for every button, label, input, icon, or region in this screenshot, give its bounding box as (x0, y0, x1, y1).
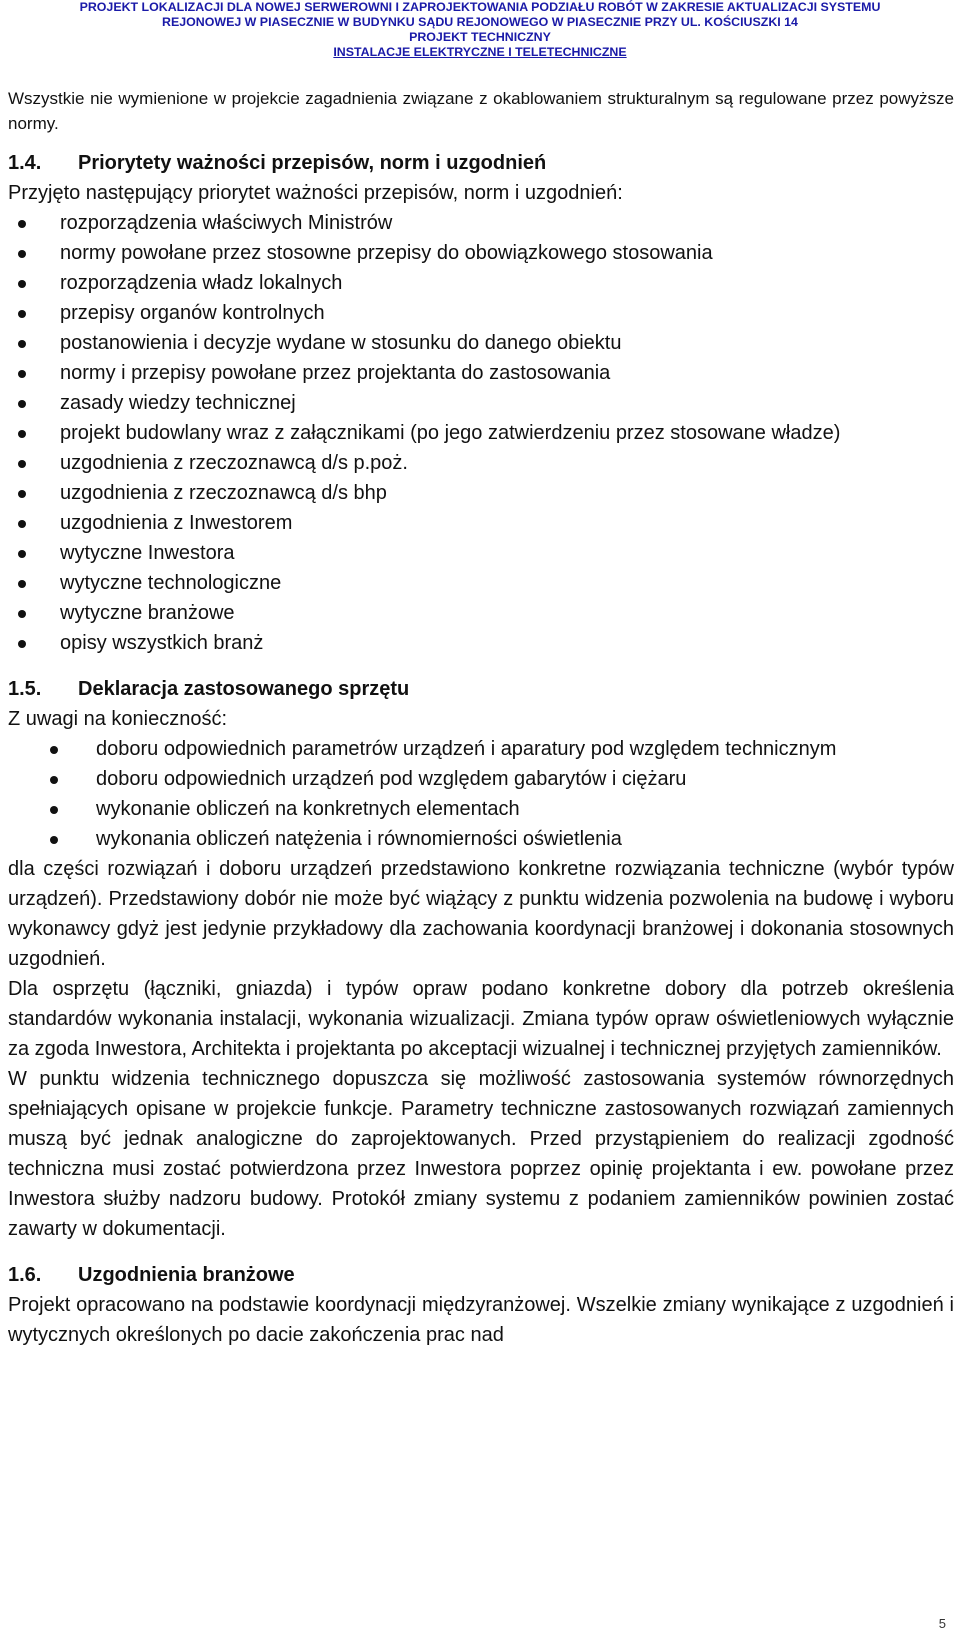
bullet-icon (50, 776, 58, 784)
bullet-icon (50, 806, 58, 814)
list-item: uzgodnienia z rzeczoznawcą d/s bhp (8, 478, 954, 508)
bullet-icon (18, 280, 26, 288)
page-content (8, 86, 954, 1350)
list-item: przepisy organów kontrolnych (8, 298, 954, 328)
section-title: Priorytety ważności przepisów, norm i uzgodnień (78, 152, 547, 174)
list-item: wytyczne Inwestora (8, 538, 954, 568)
section-number: 1.5. (8, 678, 42, 700)
section-1-5 (8, 674, 954, 1244)
list-item: postanowienia i decyzje wydane w stosunku do danego obiektu (8, 328, 954, 358)
section-title: Uzgodnienia branżowe (78, 1264, 295, 1286)
list-item: projekt budowlany wraz z załącznikami (po jego zatwierdzeniu przez stosowane władze) (8, 418, 954, 448)
list-item: uzgodnienia z Inwestorem (8, 508, 954, 538)
list-item: rozporządzenia właściwych Ministrów (8, 208, 954, 238)
header-project-line-1: PROJEKT LOKALIZACJI DLA NOWEJ SERWEROWNI I ZAPROJEKTOWANIA PODZIAŁU ROBÓT W ZAKRESIE AKTUALIZACJI SYSTEMU (79, 0, 881, 14)
section-lead: Z uwagi na konieczność: (8, 708, 228, 730)
list-item: opisy wszystkich branż (8, 628, 954, 658)
list-item: wytyczne branżowe (8, 598, 954, 628)
bullet-icon (50, 836, 58, 844)
section-1-6 (8, 1260, 954, 1350)
bullet-icon (18, 370, 26, 378)
bullet-icon (18, 340, 26, 348)
bullet-icon (18, 400, 26, 408)
section-1-4 (8, 148, 954, 658)
bullet-icon (18, 250, 26, 258)
section-number: 1.4. (8, 152, 42, 174)
spacer (8, 1244, 954, 1260)
bullet-icon (18, 430, 26, 438)
bullet-icon (18, 220, 26, 228)
bullet-icon (18, 610, 26, 618)
list-item: wykonanie obliczeń na konkretnych elementach (8, 794, 954, 824)
list-item: zasady wiedzy technicznej (8, 388, 954, 418)
bullet-icon (18, 550, 26, 558)
bullet-icon (18, 580, 26, 588)
page-number: 5 (938, 1616, 946, 1631)
list-item: wykonania obliczeń natężenia i równomierności oświetlenia (8, 824, 954, 854)
intro-paragraph: Wszystkie nie wymienione w projekcie zagadnienia związane z okablowaniem strukturalnym są regulowane przez powyższe normy. (8, 89, 954, 133)
priority-list (8, 208, 954, 658)
document-header (0, 0, 960, 60)
header-project-type: PROJEKT TECHNICZNY (409, 30, 551, 44)
paragraph: W punktu widzenia technicznego dopuszcza się możliwość zastosowania systemów równorzędnych spełniających opisane w projekcie funkcje. Parametry techniczne zastosowanych rozwiązań zamiennych muszą być jednak analogiczne do zaprojektowanych. Przed przystąpieniem do realizacji zgodność techniczna musi zostać potwierdzona przez Inwestora poprzez opinię projektanta i ew. powołane przez Inwestora służby nadzoru budowy. Protokół zmiany systemu z podaniem zamienników powinien zostać zawarty w dokumentacji. (8, 1068, 954, 1240)
header-discipline: INSTALACJE ELEKTRYCZNE I TELETECHNICZNE (333, 45, 627, 59)
spacer (8, 658, 954, 674)
list-item: normy powołane przez stosowne przepisy do obowiązkowego stosowania (8, 238, 954, 268)
list-item: uzgodnienia z rzeczoznawcą d/s p.poż. (8, 448, 954, 478)
list-item: rozporządzenia władz lokalnych (8, 268, 954, 298)
section-title: Deklaracja zastosowanego sprzętu (78, 678, 410, 700)
header-project-line-2: REJONOWEJ W PIASECZNIE W BUDYNKU SĄDU REJONOWEGO W PIASECZNIE PRZY UL. KOŚCIUSZKI 14 (162, 15, 798, 29)
bullet-icon (50, 746, 58, 754)
list-item: doboru odpowiednich parametrów urządzeń i aparatury pod względem technicznym (8, 734, 954, 764)
bullet-icon (18, 310, 26, 318)
necessity-list (8, 734, 954, 854)
section-number: 1.6. (8, 1264, 42, 1286)
bullet-icon (18, 460, 26, 468)
section-lead: Przyjęto następujący priorytet ważności przepisów, norm i uzgodnień: (8, 182, 623, 204)
bullet-icon (18, 640, 26, 648)
paragraph: Projekt opracowano na podstawie koordynacji międzyranżowej. Wszelkie zmiany wynikające z uzgodnień i wytycznych określonych po dacie zakończenia prac nad (8, 1294, 954, 1346)
list-item: wytyczne technologiczne (8, 568, 954, 598)
section-heading (8, 674, 954, 704)
bullet-icon (18, 520, 26, 528)
section-heading (8, 1260, 954, 1290)
section-heading (8, 148, 954, 178)
paragraph: Dla osprzętu (łączniki, gniazda) i typów opraw podano konkretne dobory dla potrzeb określenia standardów wykonania instalacji, wykonania wizualizacji. Zmiana typów opraw oświetleniowych wyłącznie za zgoda Inwestora, Architekta i projektanta po akceptacji wizualnej i technicznej przyjętych zamienników. (8, 978, 954, 1060)
bullet-icon (18, 490, 26, 498)
list-item: normy i przepisy powołane przez projektanta do zastosowania (8, 358, 954, 388)
paragraph: dla części rozwiązań i doboru urządzeń przedstawiono konkretne rozwiązania techniczne (wybór typów urządzeń). Przedstawiony dobór nie może być wiążący z punktu widzenia pozwolenia na budowę i wyboru wykonawcy gdyż jest jedynie przykładowy dla zachowania koordynacji branżowej i dokonania stosownych uzgodnień. (8, 858, 954, 970)
list-item: doboru odpowiednich urządzeń pod względem gabarytów i ciężaru (8, 764, 954, 794)
